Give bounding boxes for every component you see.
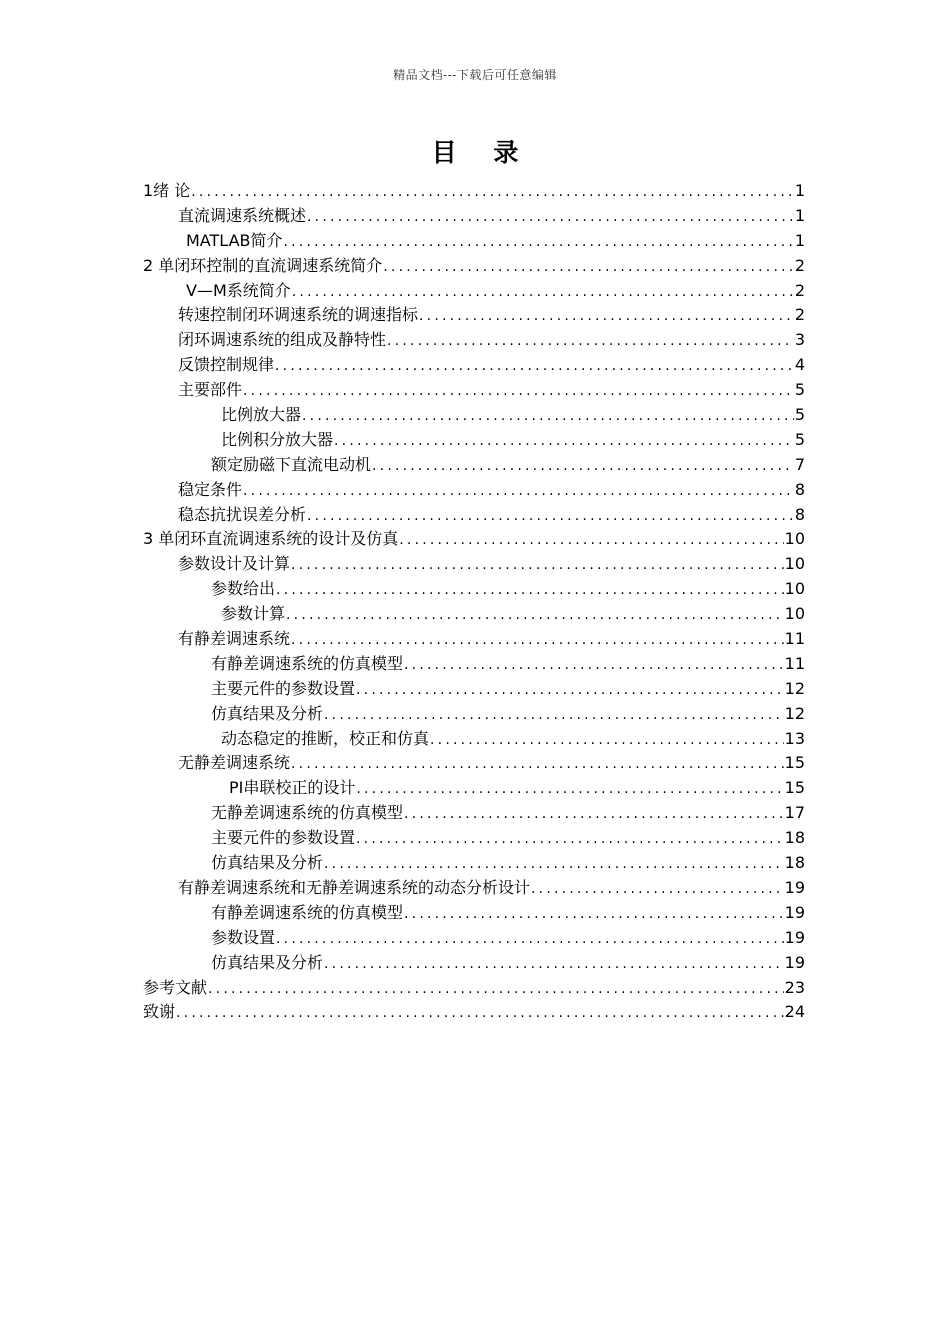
toc-dot-leader <box>292 280 794 305</box>
toc-page-number: 15 <box>784 778 805 798</box>
toc-dot-leader <box>276 578 784 603</box>
toc-entry-title: 反馈控制规律 <box>178 355 275 375</box>
toc-page-number: 2 <box>794 280 805 300</box>
toc-entry-title: 参数给出 <box>211 579 276 599</box>
toc-entry[interactable] <box>143 901 805 926</box>
toc-entry-title: 稳定条件 <box>178 479 243 499</box>
toc-entry[interactable] <box>143 378 805 403</box>
toc-entry-title: 无静差调速系统的仿真模型 <box>211 803 404 823</box>
toc-page-number: 4 <box>794 355 805 375</box>
toc-entry[interactable] <box>143 204 805 229</box>
toc-entry[interactable] <box>143 727 805 752</box>
toc-dot-leader <box>291 628 784 653</box>
toc-entry[interactable] <box>143 527 805 552</box>
toc-entry-title: 直流调速系统概述 <box>178 205 307 225</box>
toc-page-number: 15 <box>784 753 805 773</box>
toc-entry[interactable] <box>143 453 805 478</box>
toc-page-number: 19 <box>784 927 805 947</box>
toc-entry-title: 3 单闭环直流调速系统的设计及仿真 <box>143 529 399 549</box>
toc-entry[interactable] <box>143 279 805 304</box>
toc-dot-leader <box>302 404 794 429</box>
toc-entry[interactable] <box>143 826 805 851</box>
toc-dot-leader <box>356 678 784 703</box>
toc-page-number: 18 <box>784 828 805 848</box>
toc-entry[interactable] <box>143 428 805 453</box>
toc-page-number: 2 <box>794 255 805 275</box>
toc-dot-leader <box>191 180 794 205</box>
toc-dot-leader <box>356 827 784 852</box>
toc-dot-leader <box>404 653 784 678</box>
toc-entry-title: 参数设置 <box>211 927 276 947</box>
toc-page-number: 19 <box>784 952 805 972</box>
toc-dot-leader <box>404 802 784 827</box>
toc-entry-title: 仿真结果及分析 <box>211 853 324 873</box>
toc-entry[interactable] <box>143 851 805 876</box>
toc-dot-leader <box>208 977 784 1002</box>
toc-entry-title: 无静差调速系统 <box>178 753 291 773</box>
toc-entry[interactable] <box>143 254 805 279</box>
toc-page-number: 11 <box>784 653 805 673</box>
toc-dot-leader <box>383 255 794 280</box>
toc-dot-leader <box>275 354 794 379</box>
toc-dot-leader <box>291 553 784 578</box>
toc-entry-title: 转速控制闭环调速系统的调速指标 <box>178 305 419 325</box>
toc-dot-leader <box>324 703 784 728</box>
toc-entry-title: 有静差调速系统的仿真模型 <box>211 902 404 922</box>
toc-dot-leader <box>243 479 794 504</box>
toc-dot-leader <box>531 877 784 902</box>
toc-page-number: 24 <box>784 1002 805 1022</box>
toc-entry-title: 参数设计及计算 <box>178 554 291 574</box>
page-header: 精品文档---下载后可任意编辑 <box>393 68 557 82</box>
toc-dot-leader <box>307 504 794 529</box>
toc-entry[interactable] <box>143 751 805 776</box>
toc-entry-title: 1绪 论 <box>143 181 191 200</box>
toc-entry[interactable] <box>143 503 805 528</box>
toc-title: 目 录 <box>431 138 533 167</box>
toc-entry[interactable] <box>143 602 805 627</box>
toc-page-number: 1 <box>794 205 805 225</box>
toc-entry[interactable] <box>143 179 805 204</box>
toc-entry-title: 有静差调速系统 <box>178 629 291 649</box>
toc-page-number: 10 <box>784 554 805 574</box>
toc-page-number: 10 <box>784 579 805 599</box>
toc-entry[interactable] <box>143 801 805 826</box>
toc-page-number: 10 <box>784 604 805 624</box>
toc-dot-leader <box>404 902 784 927</box>
toc-dot-leader <box>387 329 794 354</box>
toc-dot-leader <box>291 752 784 777</box>
toc-dot-leader <box>324 952 784 977</box>
toc-entry-title: 动态稳定的推断，校正和仿真 <box>221 728 430 748</box>
toc-page-number: 5 <box>794 405 805 425</box>
toc-entry[interactable] <box>143 776 805 801</box>
toc-entry[interactable] <box>143 677 805 702</box>
toc-entry-title: 主要元件的参数设置 <box>211 678 356 698</box>
toc-page-number: 23 <box>784 977 805 997</box>
toc-entry[interactable] <box>143 328 805 353</box>
toc-entry-title: 有静差调速系统和无静差调速系统的动态分析设计 <box>178 877 531 897</box>
toc-page-number: 17 <box>784 803 805 823</box>
toc-entry[interactable] <box>143 976 805 1001</box>
toc-page-number: 1 <box>794 230 805 250</box>
toc-page-number: 1 <box>794 181 805 200</box>
toc-entry-title: 参考文献 <box>143 977 208 997</box>
toc-page-number: 11 <box>784 629 805 649</box>
toc-dot-leader <box>243 379 794 404</box>
toc-entry-title: 额定励磁下直流电动机 <box>211 454 372 474</box>
toc-entry-title: 比例积分放大器 <box>221 429 334 449</box>
toc-entry-title: 主要元件的参数设置 <box>211 828 356 848</box>
toc-entry[interactable] <box>143 229 805 254</box>
toc-entry[interactable] <box>143 303 805 328</box>
toc-entry-title: 仿真结果及分析 <box>211 703 324 723</box>
toc-entry[interactable] <box>143 627 805 652</box>
toc-entry[interactable] <box>143 1000 805 1025</box>
toc-entry-title: 仿真结果及分析 <box>211 952 324 972</box>
toc-dot-leader <box>419 304 794 329</box>
toc-entry[interactable] <box>143 702 805 727</box>
toc-page-number: 13 <box>784 728 805 748</box>
toc-page-number: 19 <box>784 902 805 922</box>
toc-dot-leader <box>334 429 794 454</box>
toc-dot-leader <box>284 230 794 255</box>
toc-entry[interactable] <box>143 926 805 951</box>
toc-entry-title: MATLAB简介 <box>186 230 283 250</box>
toc-page-number: 2 <box>794 305 805 325</box>
toc-entry-title: 稳态抗扰误差分析 <box>178 504 307 524</box>
toc-entry[interactable] <box>143 577 805 602</box>
toc-page-number: 18 <box>784 853 805 873</box>
toc-entry[interactable] <box>143 552 805 577</box>
toc-entry-title: 有静差调速系统的仿真模型 <box>211 653 404 673</box>
toc-entry[interactable] <box>143 353 805 378</box>
toc-page-number: 3 <box>794 330 805 350</box>
toc-dot-leader <box>372 454 794 479</box>
toc-entry-title: PI串联校正的设计 <box>229 778 356 798</box>
toc-page-number: 19 <box>784 877 805 897</box>
toc-dot-leader <box>286 603 784 628</box>
toc-page-number: 5 <box>794 380 805 400</box>
toc-entry[interactable] <box>143 951 805 976</box>
toc-dot-leader <box>307 205 794 230</box>
toc-dot-leader <box>324 852 784 877</box>
toc-entry[interactable] <box>143 876 805 901</box>
toc-dot-leader <box>430 728 784 753</box>
toc-entry[interactable] <box>143 478 805 503</box>
toc-page-number: 12 <box>784 678 805 698</box>
toc-entry[interactable] <box>143 652 805 677</box>
toc-entry-title: 致谢 <box>143 1002 176 1022</box>
toc-page-number: 10 <box>784 529 805 549</box>
toc-entry-title: V—M系统简介 <box>186 280 291 300</box>
toc-entry-title: 主要部件 <box>178 380 243 400</box>
toc-entry[interactable] <box>143 403 805 428</box>
toc-page-number: 12 <box>784 703 805 723</box>
toc-page-number: 5 <box>794 429 805 449</box>
table-of-contents <box>143 179 805 1025</box>
toc-entry-title: 比例放大器 <box>221 405 302 425</box>
toc-entry-title: 闭环调速系统的组成及静特性 <box>178 330 387 350</box>
toc-dot-leader <box>399 528 783 553</box>
toc-page-number: 7 <box>794 454 805 474</box>
toc-page-number: 8 <box>794 504 805 524</box>
toc-entry-title: 参数计算 <box>221 604 286 624</box>
toc-page-number: 8 <box>794 479 805 499</box>
toc-dot-leader <box>276 927 784 952</box>
toc-dot-leader <box>356 777 783 802</box>
toc-entry-title: 2 单闭环控制的直流调速系统简介 <box>143 255 383 275</box>
toc-dot-leader <box>176 1001 784 1026</box>
